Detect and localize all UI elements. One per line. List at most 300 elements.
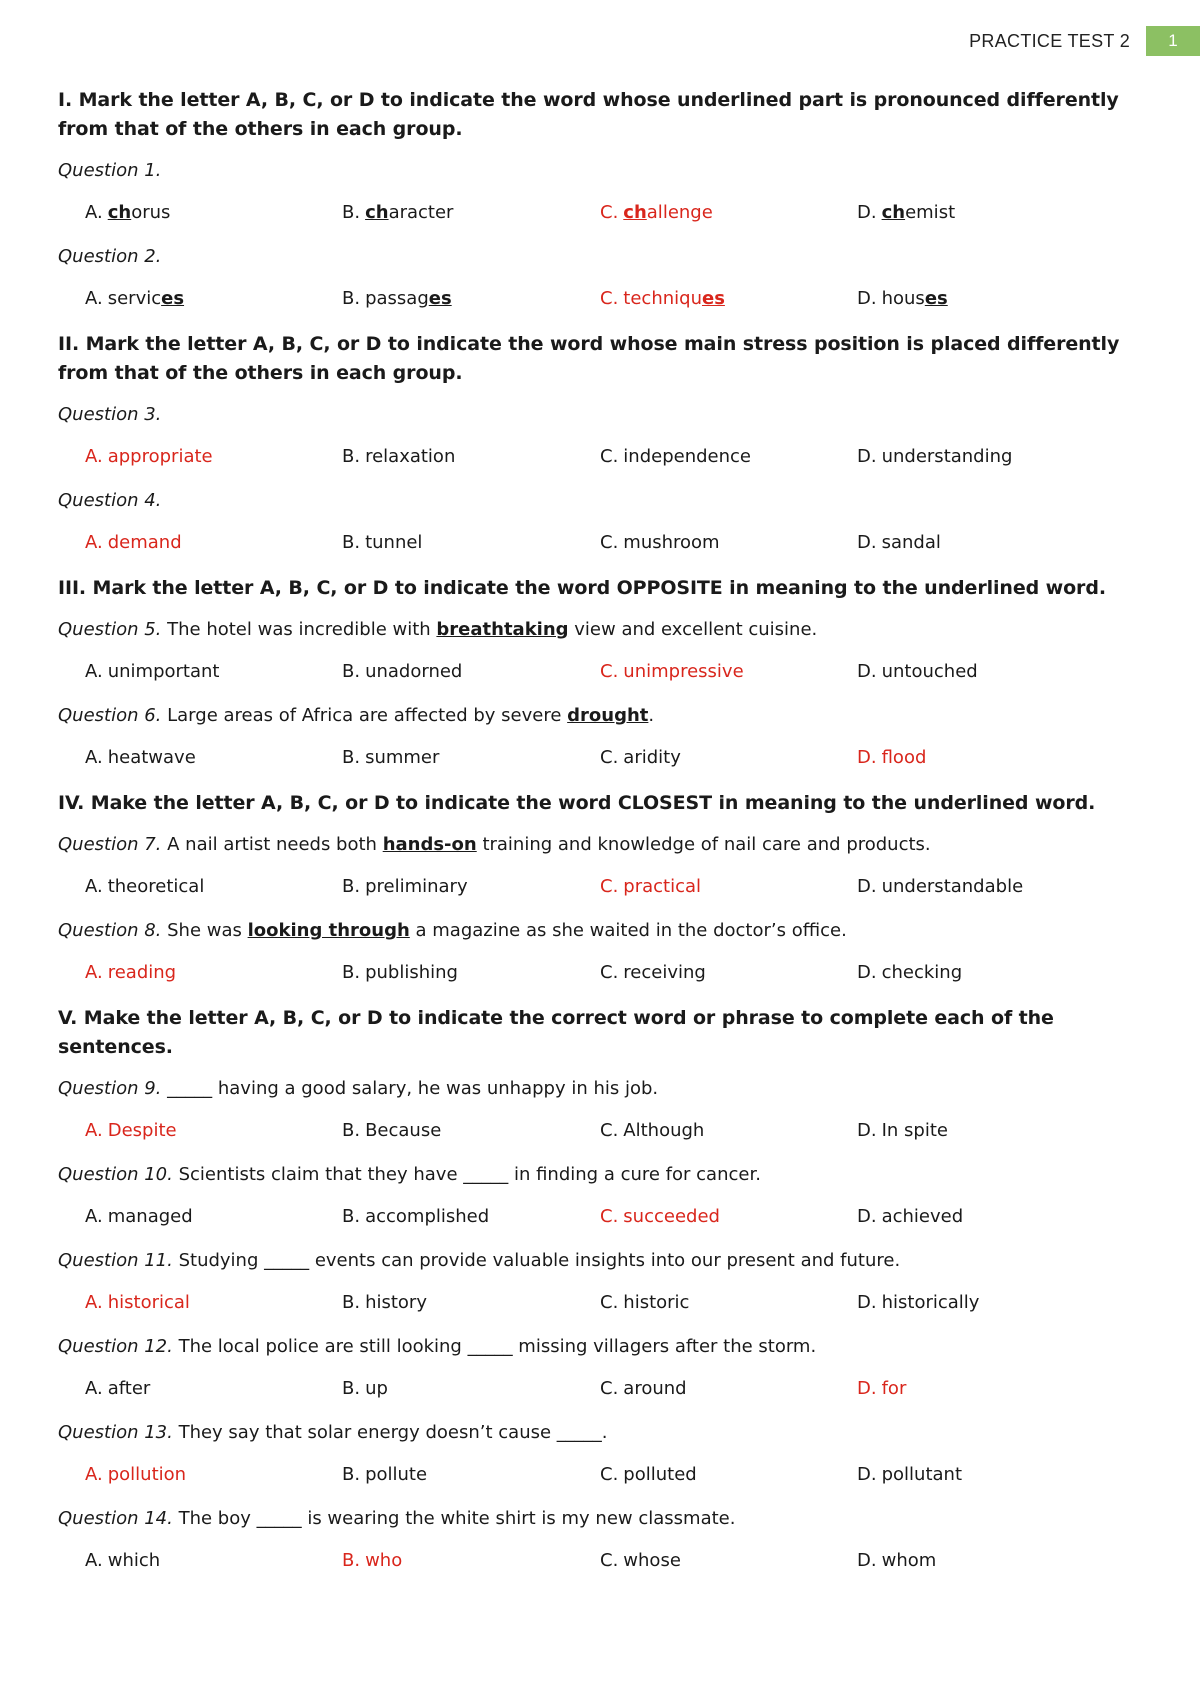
answer-option (600, 874, 857, 900)
option-underlined-part: es (161, 288, 185, 309)
option-letter: B. (342, 288, 361, 309)
answer-option (600, 286, 857, 312)
option-letter: A. (85, 876, 103, 897)
option-letter: B. (342, 1292, 361, 1313)
answer-options-row (58, 874, 1148, 900)
answer-option (85, 200, 342, 226)
option-text-pre: Because (365, 1120, 442, 1141)
option-text-pre: pollutant (881, 1464, 962, 1485)
answer-option (85, 1118, 342, 1144)
option-letter: D. (857, 1292, 877, 1313)
option-letter: C. (600, 288, 619, 309)
question-text-before: The hotel was incredible with (161, 619, 437, 640)
answer-options-row (58, 1204, 1148, 1230)
answer-option (600, 444, 857, 470)
option-word (623, 1290, 689, 1316)
answer-option (85, 1548, 342, 1574)
option-text-pre: succeeded (623, 1206, 720, 1227)
option-letter: C. (600, 1206, 619, 1227)
option-text-pre: In spite (881, 1120, 948, 1141)
answer-option (600, 1290, 857, 1316)
option-text-pre: relaxation (365, 446, 456, 467)
option-word (882, 874, 1024, 900)
answer-option (342, 286, 600, 312)
option-word (365, 444, 455, 470)
option-word (882, 659, 978, 685)
answer-option (600, 530, 857, 556)
option-word (623, 200, 713, 226)
answer-option (85, 874, 342, 900)
option-text-pre: flood (881, 747, 927, 768)
option-word (882, 1118, 948, 1144)
question-stem (58, 703, 1148, 729)
question-text-before: The boy _____ is wearing the white shirt is my new classmate. (172, 1508, 736, 1529)
answer-option (342, 200, 600, 226)
option-text-pre: theoretical (107, 876, 205, 897)
option-word (365, 659, 462, 685)
option-word (882, 444, 1013, 470)
answer-option (85, 444, 342, 470)
answer-option (85, 1462, 342, 1488)
answer-option (85, 530, 342, 556)
header-title: PRACTICE TEST 2 (969, 30, 1130, 51)
question-text-before: They say that solar energy doesn’t cause _____. (172, 1422, 608, 1443)
question-underlined-word: breathtaking (436, 619, 569, 640)
option-letter: B. (342, 446, 361, 467)
option-text-pre: up (365, 1378, 388, 1399)
option-text-pre: pollute (365, 1464, 428, 1485)
answer-option (857, 1376, 1117, 1402)
answer-option (600, 1376, 857, 1402)
option-text-pre: unimportant (107, 661, 220, 682)
option-text-pre: whose (623, 1550, 681, 1571)
option-text-post: orus (131, 202, 171, 223)
option-text-pre: Although (623, 1120, 705, 1141)
answer-option (600, 1548, 857, 1574)
option-letter: C. (600, 1464, 619, 1485)
option-word (882, 1204, 964, 1230)
option-word (108, 530, 182, 556)
option-word (623, 1118, 704, 1144)
option-word (623, 286, 725, 312)
question-underlined-word: looking through (247, 920, 410, 941)
answer-option (857, 1548, 1117, 1574)
answer-option (857, 659, 1117, 685)
option-letter: C. (600, 1120, 619, 1141)
answer-options-row (58, 960, 1148, 986)
option-word (365, 1204, 489, 1230)
option-letter: D. (857, 446, 877, 467)
option-letter: D. (857, 747, 877, 768)
option-letter: B. (342, 876, 361, 897)
answer-option (857, 960, 1117, 986)
question-label: Question 7. (58, 834, 162, 855)
answer-option (342, 960, 600, 986)
option-text-pre: mushroom (623, 532, 720, 553)
option-text-pre: understanding (881, 446, 1013, 467)
option-letter: C. (600, 446, 619, 467)
answer-option (857, 1118, 1117, 1144)
option-word (108, 1290, 190, 1316)
option-word (365, 286, 452, 312)
answer-option (85, 286, 342, 312)
answer-option (857, 1462, 1117, 1488)
option-letter: C. (600, 532, 619, 553)
option-letter: B. (342, 1550, 361, 1571)
answer-option (85, 1376, 342, 1402)
question-label: Question 10. (58, 1164, 173, 1185)
option-word (365, 1290, 427, 1316)
question-underlined-word: drought (567, 705, 649, 726)
question-stem (58, 1076, 1148, 1102)
question-stem (58, 1506, 1148, 1532)
option-letter: D. (857, 1206, 877, 1227)
option-word (365, 530, 422, 556)
option-letter: D. (857, 876, 877, 897)
option-underlined-part: es (701, 288, 725, 309)
option-letter: A. (85, 202, 103, 223)
question-text-after: a magazine as she waited in the doctor’s office. (409, 920, 847, 941)
option-word (365, 1462, 427, 1488)
option-letter: D. (857, 202, 877, 223)
option-word (365, 960, 458, 986)
option-word (882, 1548, 937, 1574)
option-underlined-part: ch (881, 202, 906, 223)
option-letter: B. (342, 202, 361, 223)
answer-option (600, 960, 857, 986)
option-word (108, 1548, 160, 1574)
answer-option (600, 659, 857, 685)
question-text-before: The local police are still looking _____ missing villagers after the storm. (172, 1336, 817, 1357)
option-letter: D. (857, 288, 877, 309)
option-text-pre: summer (365, 747, 440, 768)
option-text-pre: historically (881, 1292, 980, 1313)
option-text-pre: history (365, 1292, 427, 1313)
answer-option (857, 200, 1117, 226)
option-word (108, 1118, 177, 1144)
option-text-pre: aridity (623, 747, 681, 768)
option-letter: D. (857, 1464, 877, 1485)
option-word (108, 1204, 193, 1230)
question-label: Question 12. (58, 1336, 173, 1357)
question-label: Question 14. (58, 1508, 173, 1529)
option-text-pre: appropriate (107, 446, 213, 467)
answer-options-row (58, 1290, 1148, 1316)
question-label: Question 2. (58, 246, 162, 267)
answer-option (85, 1204, 342, 1230)
option-letter: C. (600, 1378, 619, 1399)
option-letter: A. (85, 661, 103, 682)
option-word (623, 1376, 686, 1402)
option-word (365, 1548, 402, 1574)
option-word (365, 745, 439, 771)
option-text-pre: preliminary (365, 876, 468, 897)
option-text-pre: understandable (881, 876, 1024, 897)
option-word (623, 444, 751, 470)
answer-option (857, 745, 1117, 771)
option-text-pre: reading (107, 962, 177, 983)
page-header (969, 26, 1200, 56)
answer-option (342, 1118, 600, 1144)
option-word (108, 1376, 151, 1402)
option-letter: A. (85, 1378, 103, 1399)
answer-option (600, 200, 857, 226)
question-stem (58, 918, 1148, 944)
option-word (108, 960, 176, 986)
option-letter: A. (85, 962, 103, 983)
option-letter: D. (857, 962, 877, 983)
answer-option (342, 1376, 600, 1402)
question-label: Question 9. (58, 1078, 162, 1099)
option-letter: A. (85, 446, 103, 467)
option-word (623, 960, 706, 986)
answer-option (857, 1204, 1117, 1230)
option-letter: C. (600, 202, 619, 223)
option-underlined-part: es (924, 288, 948, 309)
option-letter: B. (342, 1120, 361, 1141)
option-text-pre: tunnel (365, 532, 423, 553)
question-text-before: A nail artist needs both (161, 834, 383, 855)
question-text-before: Studying _____ events can provide valuable insights into our present and future. (172, 1250, 901, 1271)
answer-options-row (58, 1462, 1148, 1488)
option-letter: D. (857, 532, 877, 553)
document-body (58, 86, 1148, 1592)
question-stem (58, 244, 1148, 270)
question-label: Question 6. (58, 705, 162, 726)
option-word (623, 1462, 696, 1488)
page-number-badge: 1 (1142, 26, 1200, 56)
option-underlined-part: ch (107, 202, 132, 223)
option-text-pre: techniqu (623, 288, 702, 309)
question-stem (58, 1420, 1148, 1446)
option-word (882, 286, 948, 312)
answer-option (600, 1462, 857, 1488)
option-word (108, 1462, 186, 1488)
option-text-pre: historic (623, 1292, 690, 1313)
option-text-pre: unadorned (365, 661, 463, 682)
answer-options-row (58, 444, 1148, 470)
option-word (365, 1118, 441, 1144)
answer-option (85, 659, 342, 685)
question-stem (58, 832, 1148, 858)
question-underlined-word: hands-on (382, 834, 477, 855)
question-label: Question 3. (58, 404, 162, 425)
option-letter: B. (342, 1378, 361, 1399)
option-text-pre: historical (107, 1292, 190, 1313)
option-letter: A. (85, 1550, 103, 1571)
answer-option (857, 1290, 1117, 1316)
option-letter: A. (85, 1292, 103, 1313)
option-text-post: emist (905, 202, 956, 223)
option-letter: A. (85, 532, 103, 553)
option-text-pre: who (365, 1550, 403, 1571)
option-word (882, 1462, 962, 1488)
option-text-pre: pollution (107, 1464, 187, 1485)
option-text-pre: unimpressive (623, 661, 744, 682)
question-label: Question 11. (58, 1250, 173, 1271)
option-underlined-part: ch (365, 202, 389, 223)
option-text-pre: sandal (881, 532, 941, 553)
option-text-pre: hous (881, 288, 925, 309)
option-text-pre: accomplished (365, 1206, 490, 1227)
section-heading: II. Mark the letter A, B, C, or D to indicate the word whose main stress position is placed differently from that of the others in each group. (58, 333, 1120, 384)
answer-option (342, 1462, 600, 1488)
answer-option (85, 1290, 342, 1316)
answer-option (85, 960, 342, 986)
option-word (623, 530, 719, 556)
option-text-pre: independence (623, 446, 751, 467)
question-text-after: view and excellent cuisine. (568, 619, 818, 640)
option-letter: A. (85, 1206, 103, 1227)
option-text-pre: whom (881, 1550, 937, 1571)
answer-option (342, 444, 600, 470)
answer-options-row (58, 1376, 1148, 1402)
option-letter: A. (85, 1120, 103, 1141)
question-text-before: She was (161, 920, 248, 941)
option-underlined-part: es (428, 288, 452, 309)
option-letter: B. (342, 661, 361, 682)
option-text-post: allenge (646, 202, 713, 223)
option-letter: B. (342, 1464, 361, 1485)
option-letter: A. (85, 1464, 103, 1485)
option-word (882, 530, 941, 556)
answer-option (857, 444, 1117, 470)
option-word (623, 1204, 720, 1230)
option-text-pre: passag (365, 288, 429, 309)
option-word (623, 745, 681, 771)
answer-option (342, 659, 600, 685)
option-text-pre: demand (107, 532, 182, 553)
option-word (365, 200, 453, 226)
option-text-pre: around (623, 1378, 687, 1399)
option-word (108, 200, 171, 226)
question-label: Question 1. (58, 160, 162, 181)
option-letter: C. (600, 747, 619, 768)
answer-option (342, 530, 600, 556)
question-stem (58, 1162, 1148, 1188)
option-word (108, 874, 205, 900)
answer-options-row (58, 286, 1148, 312)
answer-options-row (58, 1548, 1148, 1574)
option-letter: B. (342, 747, 361, 768)
option-letter: D. (857, 1120, 877, 1141)
option-letter: B. (342, 962, 361, 983)
answer-options-row (58, 1118, 1148, 1144)
answer-options-row (58, 659, 1148, 685)
option-text-pre: servic (107, 288, 162, 309)
option-word (108, 444, 213, 470)
option-text-pre: publishing (365, 962, 458, 983)
option-letter: C. (600, 962, 619, 983)
question-label: Question 8. (58, 920, 162, 941)
question-text-before: _____ having a good salary, he was unhappy in his job. (161, 1078, 659, 1099)
option-letter: C. (600, 876, 619, 897)
option-letter: D. (857, 1550, 877, 1571)
answer-option (342, 874, 600, 900)
question-stem (58, 488, 1148, 514)
option-text-pre: which (107, 1550, 161, 1571)
section-heading: IV. Make the letter A, B, C, or D to indicate the word CLOSEST in meaning to the underlined word. (58, 792, 1096, 814)
option-text-pre: Despite (107, 1120, 177, 1141)
answer-option (342, 745, 600, 771)
answer-option (342, 1204, 600, 1230)
answer-option (600, 745, 857, 771)
option-text-post: aracter (388, 202, 454, 223)
answer-option (600, 1204, 857, 1230)
question-text-before: Scientists claim that they have _____ in finding a cure for cancer. (172, 1164, 761, 1185)
option-word (108, 745, 196, 771)
option-text-pre: polluted (623, 1464, 697, 1485)
option-word (882, 1290, 980, 1316)
answer-option (857, 530, 1117, 556)
option-word (108, 286, 184, 312)
option-letter: C. (600, 661, 619, 682)
section-heading: V. Make the letter A, B, C, or D to indicate the correct word or phrase to complete each of the sentences. (58, 1007, 1054, 1058)
question-stem (58, 402, 1148, 428)
answer-option (857, 874, 1117, 900)
option-word (882, 200, 956, 226)
answer-option (342, 1290, 600, 1316)
option-text-pre: for (881, 1378, 907, 1399)
answer-options-row (58, 745, 1148, 771)
option-word (365, 874, 468, 900)
option-letter: D. (857, 661, 877, 682)
option-letter: B. (342, 532, 361, 553)
question-stem (58, 617, 1148, 643)
option-letter: B. (342, 1206, 361, 1227)
question-stem (58, 1248, 1148, 1274)
answer-option (85, 745, 342, 771)
option-text-pre: managed (107, 1206, 193, 1227)
question-text-before: Large areas of Africa are affected by severe (161, 705, 568, 726)
option-letter: D. (857, 1378, 877, 1399)
question-label: Question 5. (58, 619, 162, 640)
answer-option (342, 1548, 600, 1574)
option-text-pre: untouched (881, 661, 978, 682)
option-word (882, 1376, 907, 1402)
option-underlined-part: ch (623, 202, 647, 223)
option-word (108, 659, 220, 685)
question-text-after: . (648, 705, 655, 726)
option-word (623, 874, 701, 900)
option-text-pre: checking (881, 962, 963, 983)
question-label: Question 4. (58, 490, 162, 511)
question-text-after: training and knowledge of nail care and products. (476, 834, 931, 855)
question-stem (58, 1334, 1148, 1360)
option-word (623, 1548, 681, 1574)
option-letter: C. (600, 1292, 619, 1313)
option-letter: A. (85, 288, 103, 309)
answer-options-row (58, 200, 1148, 226)
option-word (623, 659, 743, 685)
question-label: Question 13. (58, 1422, 173, 1443)
option-text-pre: practical (623, 876, 702, 897)
option-text-pre: heatwave (107, 747, 196, 768)
section-heading: III. Mark the letter A, B, C, or D to indicate the word OPPOSITE in meaning to the underlined word. (58, 577, 1106, 599)
option-letter: A. (85, 747, 103, 768)
option-text-pre: after (107, 1378, 151, 1399)
answer-option (600, 1118, 857, 1144)
option-text-pre: achieved (881, 1206, 964, 1227)
option-text-pre: receiving (623, 962, 706, 983)
answer-option (857, 286, 1117, 312)
answer-options-row (58, 530, 1148, 556)
option-word (365, 1376, 388, 1402)
option-word (882, 960, 963, 986)
question-stem (58, 158, 1148, 184)
section-heading: I. Mark the letter A, B, C, or D to indicate the word whose underlined part is pronounced differently from that of the others in each group. (58, 89, 1119, 140)
option-word (882, 745, 927, 771)
